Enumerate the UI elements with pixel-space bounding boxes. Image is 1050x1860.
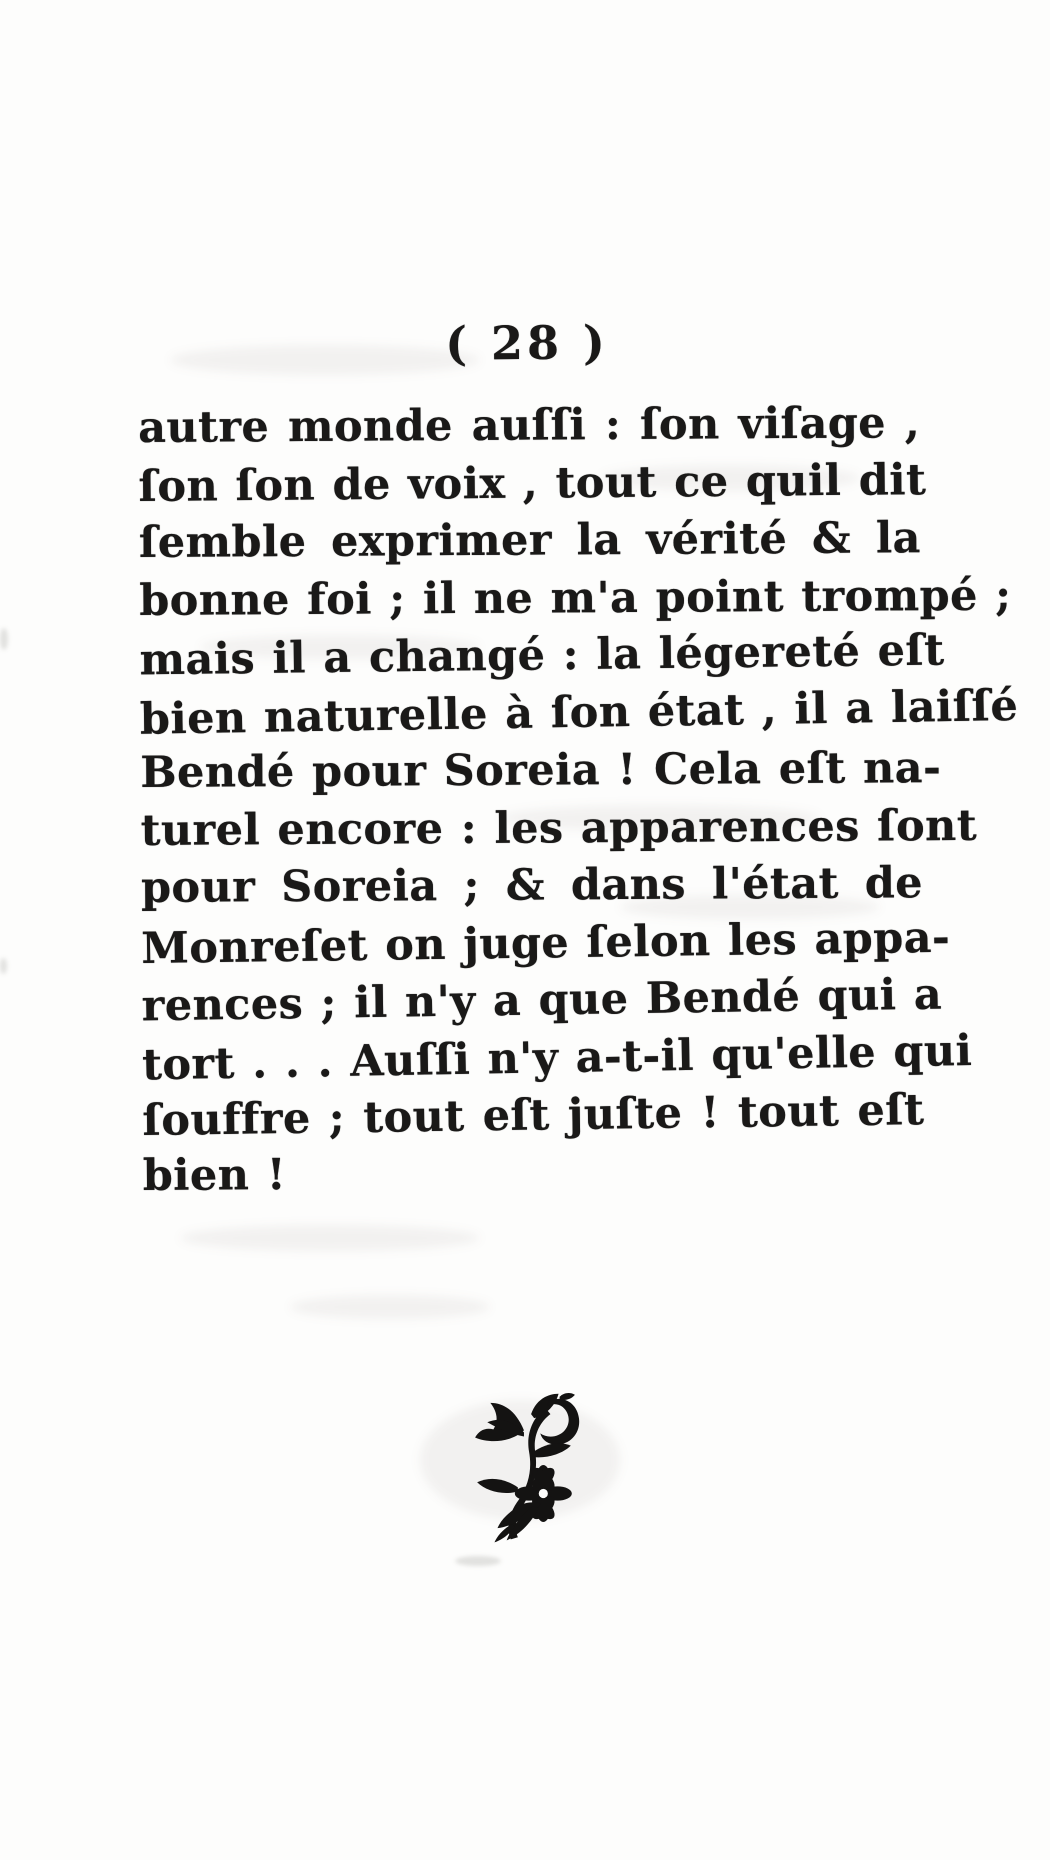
text-line: Monreſet on juge ſelon les appa- (141, 912, 951, 974)
ink-showthrough (290, 1295, 490, 1319)
text-line: autre monde auſſi : ſon viſage , (138, 398, 921, 453)
text-line: ſon ſon de voix , tout ce quil dit (138, 454, 927, 512)
floral-sprig-ornament-icon (470, 1386, 582, 1544)
text-line: pour Soreia ; & dans l'état de (140, 858, 924, 913)
text-line: Bendé pour Soreia ! Cela eſt na- (140, 743, 942, 798)
ink-showthrough (180, 1225, 480, 1251)
text-line: turel encore : les apparences ſont (140, 800, 978, 856)
ink-showthrough (0, 628, 8, 650)
text-line: ſemble exprimer la vérité & la (138, 513, 922, 568)
text-line: mais il a changé : la légereté eſt (139, 625, 945, 686)
page-number: ( 28 ) (445, 315, 609, 371)
body-text (138, 395, 1019, 1205)
text-line: tort . . . Auſſi n'y a-t-il qu'elle qui (141, 1025, 973, 1090)
text-line: bien naturelle à ſon état , il a laiſſé (139, 680, 1019, 745)
ink-showthrough (455, 1556, 501, 1566)
text-line: rences ; il n'y a que Bendé qui a (141, 969, 943, 1032)
ink-showthrough (0, 958, 7, 974)
text-line: bien ! (142, 1149, 287, 1201)
text-line: ſouffre ; tout eſt juſte ! tout eſt (142, 1085, 925, 1147)
text-line: bonne foi ; il ne m'a point trompé ; (139, 570, 1012, 626)
